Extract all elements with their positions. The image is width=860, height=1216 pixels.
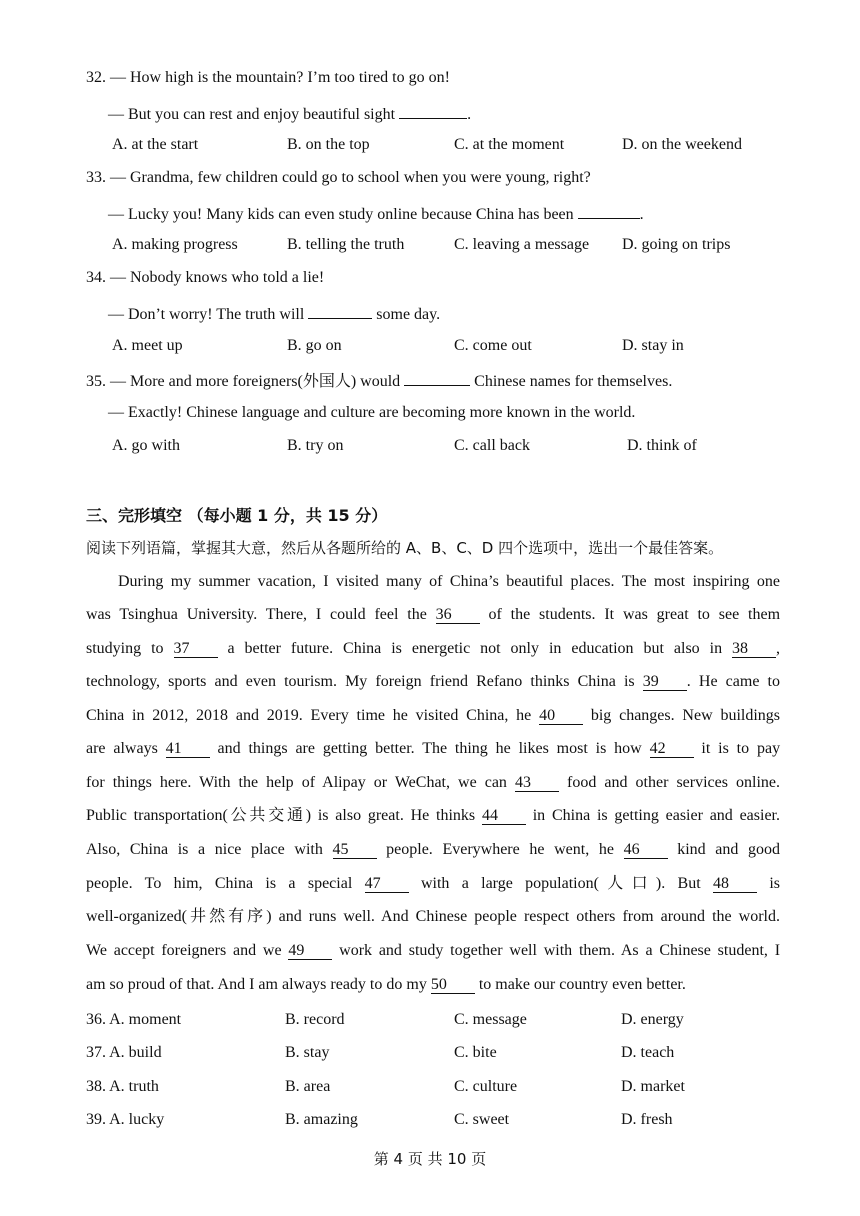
passage-text: for things here. With the help of Alipay or WeChat, we can	[86, 774, 507, 791]
section-instruction: 阅读下列语篇，掌握其大意，然后从各题所给的 A、B、C、D 四个选项中，选出一个最佳答案。	[86, 539, 724, 557]
option-35-c: C. call back	[454, 437, 530, 454]
passage-text: studying to	[86, 640, 164, 657]
passage-line	[86, 605, 780, 625]
blank-50: 50	[431, 976, 475, 994]
passage-line	[86, 672, 780, 692]
blank-41: 41	[166, 740, 210, 758]
answer-blank	[399, 102, 467, 119]
question-32-reply	[108, 102, 471, 125]
choice-38-a: 38. A. truth	[86, 1078, 159, 1095]
passage-text: kind and good	[677, 841, 781, 858]
blank-37: 37	[174, 640, 218, 658]
blank-48: 48	[713, 875, 757, 893]
reply-text: — Don’t worry! The truth will	[108, 306, 305, 323]
passage-line	[86, 941, 780, 961]
option-32-b: B. on the top	[287, 136, 370, 153]
choice-39-c: C. sweet	[454, 1111, 510, 1128]
blank-42: 42	[650, 740, 694, 758]
choice-37-b: B. stay	[285, 1044, 330, 1061]
question-33-stem: 33. — Grandma, few children could go to school when you were young, right?	[86, 169, 591, 186]
blank-46: 46	[624, 841, 668, 859]
stem-end: Chinese names for themselves.	[474, 373, 673, 390]
choice-37-d: D. teach	[621, 1044, 675, 1061]
choice-36-d: D. energy	[621, 1011, 684, 1028]
blank-44: 44	[482, 807, 526, 825]
passage-text: technology, sports and even tourism. My foreign friend Refano thinks China is	[86, 673, 635, 690]
passage-line	[86, 806, 780, 826]
blank-39: 39	[643, 673, 687, 691]
choice-38-c: C. culture	[454, 1078, 518, 1095]
passage-text: big changes. New buildings	[590, 707, 780, 724]
option-34-c: C. come out	[454, 337, 532, 354]
passage-text: is	[769, 875, 780, 892]
choice-37-a: 37. A. build	[86, 1044, 162, 1061]
blank-40: 40	[539, 707, 583, 725]
option-32-a: A. at the start	[112, 136, 199, 153]
passage-text: in China is getting easier and easier.	[532, 807, 780, 824]
answer-blank	[308, 302, 372, 319]
passage-text: with a large population(人口). But	[420, 875, 701, 892]
choice-39-a: 39. A. lucky	[86, 1111, 165, 1128]
question-35-stem	[86, 369, 672, 392]
passage-line: During my summer vacation, I visited many of China’s beautiful places. The most inspiring one	[118, 573, 780, 590]
question-34-stem: 34. — Nobody knows who told a lie!	[86, 269, 325, 286]
passage-line	[86, 975, 780, 995]
passage-line: well-organized(井然有序) and runs well. And Chinese people respect others from around the world.	[86, 908, 780, 925]
blank-36: 36	[436, 606, 480, 624]
reply-text: — But you can rest and enjoy beautiful sight	[108, 106, 396, 123]
option-35-d: D. think of	[627, 437, 697, 454]
option-35-a: A. go with	[112, 437, 180, 454]
passage-text: Public transportation(公共交通) is also great. He thinks	[86, 807, 476, 824]
option-32-d: D. on the weekend	[622, 136, 742, 153]
passage-text: Also, China is a nice place with	[86, 841, 323, 858]
option-33-b: B. telling the truth	[287, 236, 405, 253]
blank-49: 49	[288, 942, 332, 960]
choice-38-d: D. market	[621, 1078, 685, 1095]
choice-39-d: D. fresh	[621, 1111, 673, 1128]
answer-blank	[578, 202, 640, 219]
choice-36-c: C. message	[454, 1011, 527, 1028]
option-34-a: A. meet up	[112, 337, 183, 354]
option-34-d: D. stay in	[622, 337, 684, 354]
choice-38-b: B. area	[285, 1078, 331, 1095]
passage-text: . He came to	[686, 673, 780, 690]
question-32-stem: 32. — How high is the mountain? I’m too tired to go on!	[86, 69, 450, 86]
passage-line	[86, 639, 780, 659]
passage-line	[86, 773, 780, 793]
option-35-b: B. try on	[287, 437, 344, 454]
blank-45: 45	[333, 841, 377, 859]
passage-text: We accept foreigners and we	[86, 942, 282, 959]
option-33-a: A. making progress	[112, 236, 238, 253]
passage-text: am so proud of that. And I am always ready to do my	[86, 976, 427, 993]
option-32-c: C. at the moment	[454, 136, 565, 153]
reply-text: — Lucky you! Many kids can even study online because China has been	[108, 206, 574, 223]
passage-text: China in 2012, 2018 and 2019. Every time he visited China, he	[86, 707, 532, 724]
passage-text: and things are getting better. The thing he likes most is how	[217, 740, 642, 757]
passage-text: are always	[86, 740, 158, 757]
question-33-reply	[108, 202, 644, 225]
blank-43: 43	[515, 774, 559, 792]
passage-text: a better future. China is energetic not only in education but also in	[227, 640, 723, 657]
passage-line	[86, 739, 780, 759]
answer-blank	[404, 369, 470, 386]
blank-38: 38	[732, 640, 776, 658]
passage-text: was Tsinghua University. There, I could feel the	[86, 606, 427, 623]
passage-text: food and other services online.	[567, 774, 781, 791]
passage-text: of the students. It was great to see them	[488, 606, 781, 623]
passage-text: people. To him, China is a special	[86, 875, 353, 892]
passage-text: ,	[776, 640, 781, 657]
passage-line	[86, 706, 780, 726]
choice-39-b: B. amazing	[285, 1111, 358, 1128]
question-34-reply	[108, 302, 440, 325]
option-33-c: C. leaving a message	[454, 236, 590, 253]
reply-end: .	[639, 206, 644, 223]
passage-text: work and study together well with them. As a Chinese student, I	[339, 942, 781, 959]
choice-36-b: B. record	[285, 1011, 345, 1028]
passage-text: it is to pay	[701, 740, 781, 757]
option-33-d: D. going on trips	[622, 236, 731, 253]
page-number: 第 4 页 共 10 页	[373, 1150, 487, 1168]
stem-text: 35. — More and more foreigners(外国人) would	[86, 373, 401, 390]
passage-text: to make our country even better.	[478, 976, 686, 993]
option-34-b: B. go on	[287, 337, 342, 354]
blank-47: 47	[365, 875, 409, 893]
reply-end: some day.	[376, 306, 441, 323]
passage-line	[86, 874, 780, 894]
question-35-reply: — Exactly! Chinese language and culture are becoming more known in the world.	[108, 404, 636, 421]
reply-end: .	[467, 106, 472, 123]
passage-line	[86, 840, 780, 860]
choice-37-c: C. bite	[454, 1044, 497, 1061]
section-title: 三、完形填空 （每小题 1 分，共 15 分）	[86, 506, 388, 525]
choice-36-a: 36. A. moment	[86, 1011, 182, 1028]
passage-text: people. Everywhere he went, he	[386, 841, 614, 858]
